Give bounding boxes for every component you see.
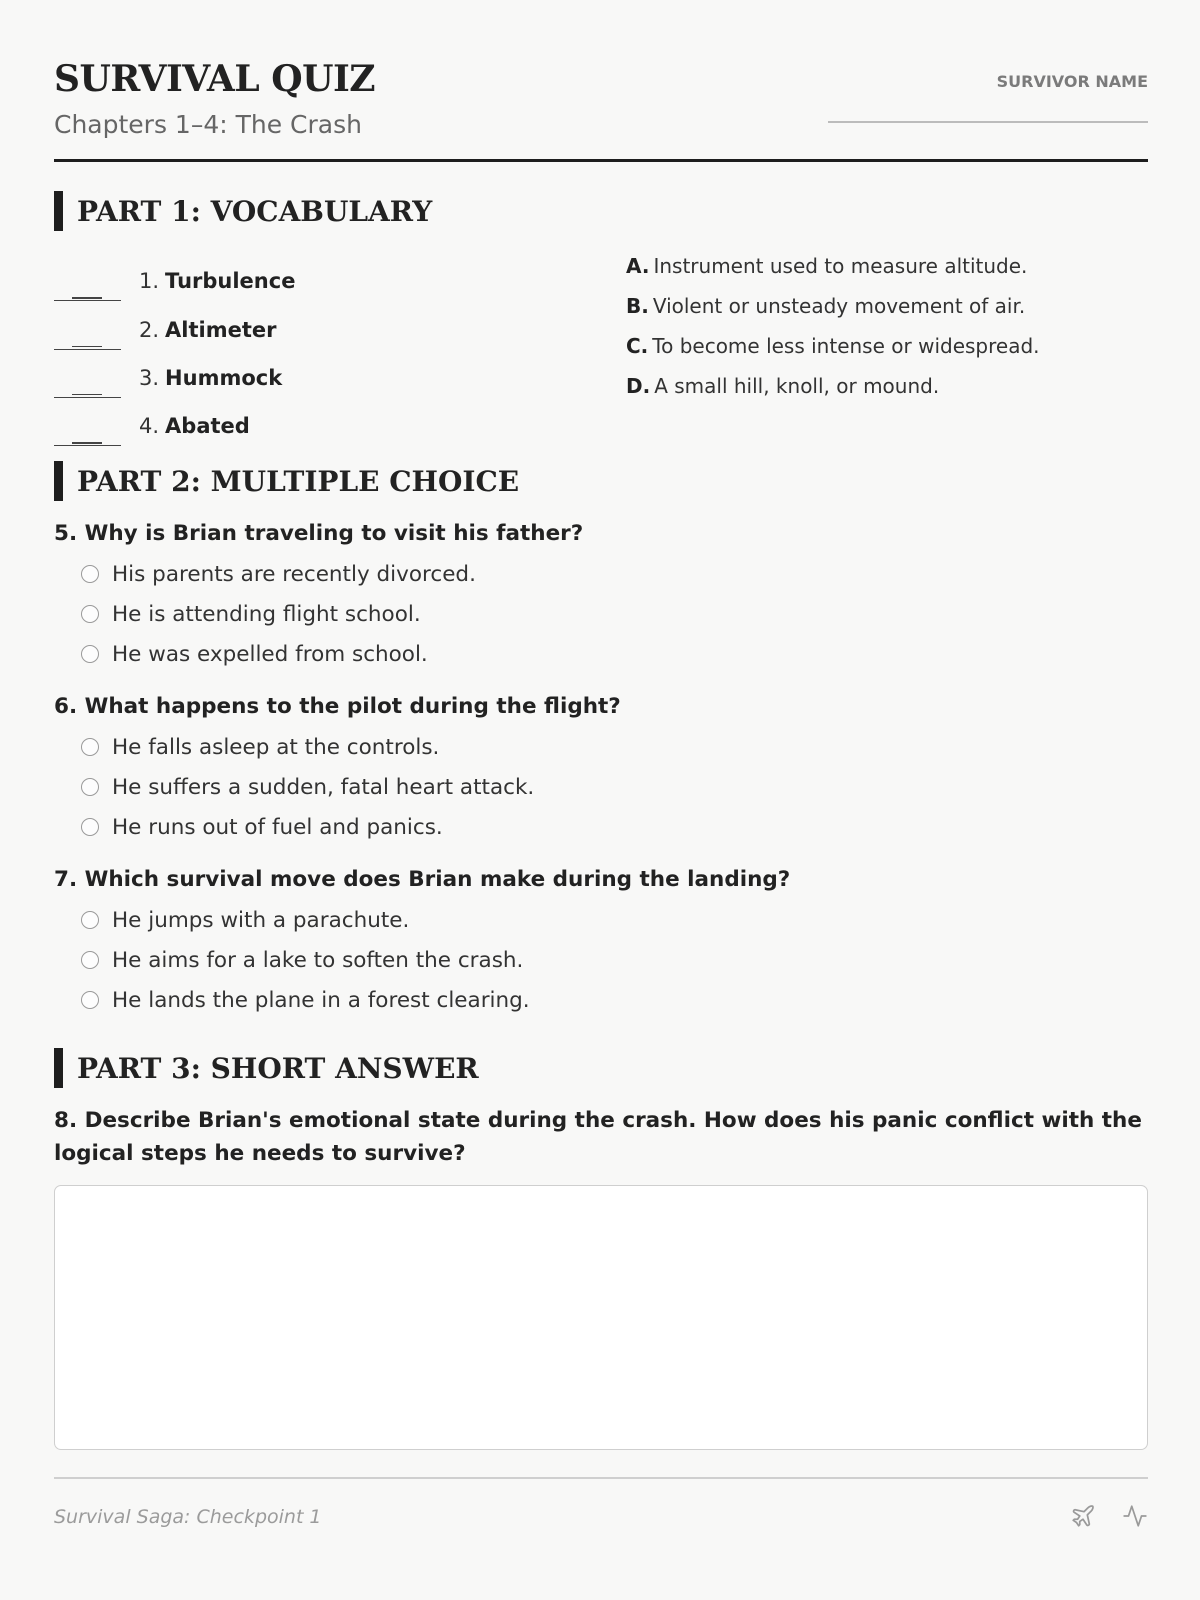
vocab-term: [54, 301, 295, 349]
part1-title: PART 1: VOCABULARY: [77, 194, 433, 228]
part2-title: PART 2: MULTIPLE CHOICE: [77, 464, 520, 498]
heartbeat-icon: [1122, 1503, 1148, 1529]
answer-option[interactable]: [81, 807, 534, 847]
vocab-terms: [54, 253, 295, 446]
answer-option[interactable]: [81, 594, 476, 634]
vocab-term: [54, 350, 295, 398]
definition-item: [626, 332, 1040, 372]
definition-item: [626, 372, 1040, 412]
answer-option[interactable]: [81, 980, 530, 1020]
term-word: Turbulence: [165, 269, 296, 294]
option-text: He jumps with a parachute.: [112, 907, 410, 933]
radio-button[interactable]: [81, 778, 99, 796]
option-text: He is attending flight school.: [112, 601, 421, 627]
option-text: He was expelled from school.: [112, 641, 428, 667]
definition-letter: B.: [626, 294, 649, 318]
airplane-icon: [1070, 1503, 1096, 1529]
definition-text: To become less intense or widespread.: [652, 334, 1040, 358]
option-text: He runs out of fuel and panics.: [112, 814, 443, 840]
quiz-title: SURVIVAL QUIZ: [54, 58, 376, 100]
term-word: Altimeter: [165, 317, 277, 342]
term-word: Hummock: [165, 365, 283, 390]
footer-icons: [1070, 1503, 1148, 1529]
question-6-options: [81, 727, 534, 847]
term-number: 3.: [139, 365, 160, 390]
question-7: 7. Which survival move does Brian make during the landing?: [54, 867, 791, 892]
vocab-definitions: [626, 252, 1040, 412]
question-6: 6. What happens to the pilot during the flight?: [54, 694, 621, 719]
footer-text: Survival Saga: Checkpoint 1: [54, 1506, 322, 1528]
answer-blank[interactable]: [54, 424, 121, 446]
term-number: 4.: [139, 414, 160, 439]
definition-text: Instrument used to measure altitude.: [653, 254, 1028, 278]
part3-title: PART 3: SHORT ANSWER: [77, 1051, 479, 1085]
answer-option[interactable]: [81, 900, 530, 940]
survivor-name-label: SURVIVOR NAME: [996, 72, 1148, 91]
vocab-term: [54, 253, 295, 301]
question-5: 5. Why is Brian traveling to visit his father?: [54, 521, 584, 546]
answer-option[interactable]: [81, 634, 476, 674]
radio-button[interactable]: [81, 818, 99, 836]
part2-heading: [54, 461, 519, 501]
short-answer-box[interactable]: [54, 1185, 1148, 1450]
definition-text: A small hill, knoll, or mound.: [654, 374, 940, 398]
definition-text: Violent or unsteady movement of air.: [652, 294, 1026, 318]
part1-heading: [54, 191, 432, 231]
definition-letter: A.: [626, 254, 650, 278]
answer-option[interactable]: [81, 767, 534, 807]
definition-letter: D.: [626, 374, 651, 398]
question-8: 8. Describe Brian's emotional state during the crash. How does his panic conflict with the logical steps he needs to survive?: [54, 1108, 1142, 1166]
vocab-term: [54, 398, 295, 446]
option-text: His parents are recently divorced.: [112, 561, 476, 587]
option-text: He lands the plane in a forest clearing.: [112, 987, 530, 1013]
part3-heading: [54, 1048, 479, 1088]
question-5-options: [81, 554, 476, 674]
quiz-page: [54, 0, 1148, 1600]
answer-blank[interactable]: [54, 328, 121, 350]
answer-option[interactable]: [81, 554, 476, 594]
section-marker: [54, 461, 63, 501]
survivor-name-block: [828, 72, 1148, 123]
definition-item: [626, 292, 1040, 332]
answer-blank[interactable]: [54, 279, 121, 301]
radio-button[interactable]: [81, 565, 99, 583]
term-number: 2.: [139, 317, 160, 342]
option-text: He aims for a lake to soften the crash.: [112, 947, 524, 973]
footer-divider: [54, 1477, 1148, 1479]
radio-button[interactable]: [81, 645, 99, 663]
section-marker: [54, 1048, 63, 1088]
quiz-subtitle: Chapters 1–4: The Crash: [54, 110, 362, 139]
section-marker: [54, 191, 63, 231]
answer-blank[interactable]: [54, 376, 121, 398]
radio-button[interactable]: [81, 911, 99, 929]
definition-item: [626, 252, 1040, 292]
answer-option[interactable]: [81, 727, 534, 767]
radio-button[interactable]: [81, 605, 99, 623]
radio-button[interactable]: [81, 991, 99, 1009]
option-text: He suffers a sudden, fatal heart attack.: [112, 774, 535, 800]
survivor-name-field[interactable]: [828, 101, 1148, 123]
answer-option[interactable]: [81, 940, 530, 980]
option-text: He falls asleep at the controls.: [112, 734, 440, 760]
definition-letter: C.: [626, 334, 649, 358]
radio-button[interactable]: [81, 951, 99, 969]
radio-button[interactable]: [81, 738, 99, 756]
term-word: Abated: [165, 414, 250, 439]
question-7-options: [81, 900, 530, 1020]
header-divider: [54, 159, 1148, 162]
term-number: 1.: [139, 269, 160, 294]
